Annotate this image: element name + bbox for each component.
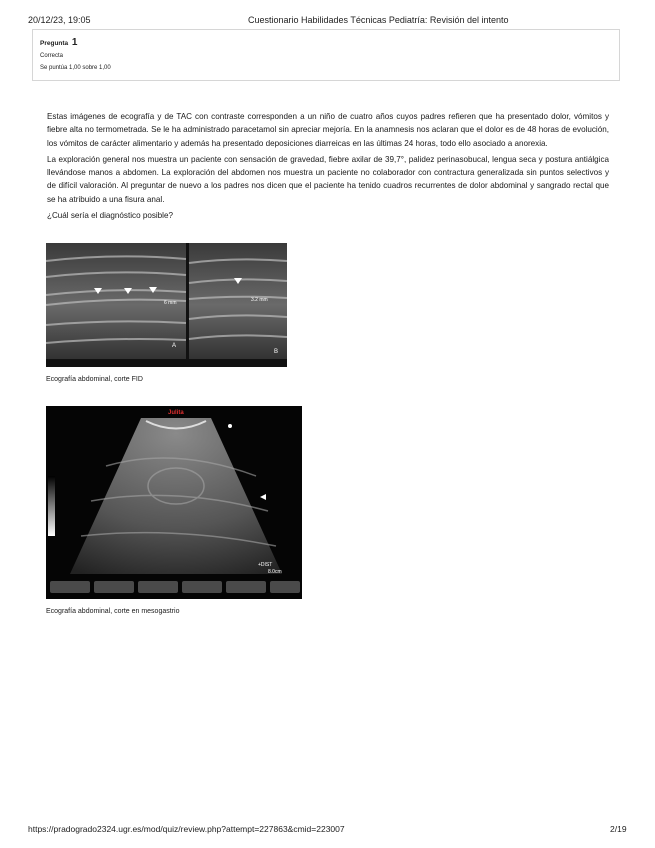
question-status: Correcta [40, 53, 64, 59]
ultrasound-image-fid [46, 243, 287, 367]
page-number: 2/19 [610, 824, 627, 834]
panel-label: B [274, 349, 279, 355]
print-url: https://pradogrado2324.ugr.es/mod/quiz/review.php?attempt=227863&cmid=223007 [28, 824, 345, 834]
question-info-box [32, 29, 620, 81]
question-number: 1 [71, 37, 78, 48]
print-datetime: 20/12/23, 19:05 [28, 15, 91, 25]
question-label: Pregunta [40, 40, 69, 47]
figure-caption: Ecografía abdominal, corte en mesogastrio [46, 608, 180, 615]
measurement-label: 6 mm [164, 300, 177, 306]
ultrasound-image-mesogastrio [46, 406, 302, 599]
distance-value: 8.0cm [268, 569, 282, 575]
question-prompt: ¿Cuál sería el diagnóstico posible? [47, 211, 173, 221]
question-paragraph: La exploración general nos muestra un paciente con sensación de gravedad, fiebre axilar de 39,7°, palidez perinasobucal, lengua seca y postura antiálgica llevándose manos a abdomen. La exploración del abdomen nos muestra un paciente no colaborador con contractura generalizada sin puntos selectivos y de difícil valoración. Al preguntar de nuevo a los padres nos dicen que el paciente ha tenido cuadros recurrentes de dolor abdominal y sangrado rectal que se ha atribuido a una fisura anal. [47, 154, 609, 204]
print-page-title: Cuestionario Habilidades Técnicas Pediatría: Revisión del intento [248, 15, 509, 25]
machine-label: Julita [168, 410, 184, 416]
measurement-label: 3.2 mm [251, 297, 268, 303]
figure-caption: Ecografía abdominal, corte FID [46, 376, 143, 383]
question-paragraph: Estas imágenes de ecografía y de TAC con contraste corresponden a un niño de cuatro años cuyos padres refieren que ha presentado dolor, vómitos y fiebre alta no termometrada. Se le ha administrado paracetamol sin apreciar mejoría. En la anamnesis nos aclaran que el dolor es de 48 horas de evolución, los vómitos de carácter alimentario y además ha presentado deposiciones diarreicas en las últimas 24 horas, todo ello asociado a anorexia. [47, 112, 609, 148]
panel-label: A [172, 343, 177, 349]
question-score: Se puntúa 1,00 sobre 1,00 [40, 64, 111, 71]
question-number-row [40, 36, 612, 49]
question-text [47, 110, 609, 225]
distance-label: +DIST [258, 562, 273, 568]
